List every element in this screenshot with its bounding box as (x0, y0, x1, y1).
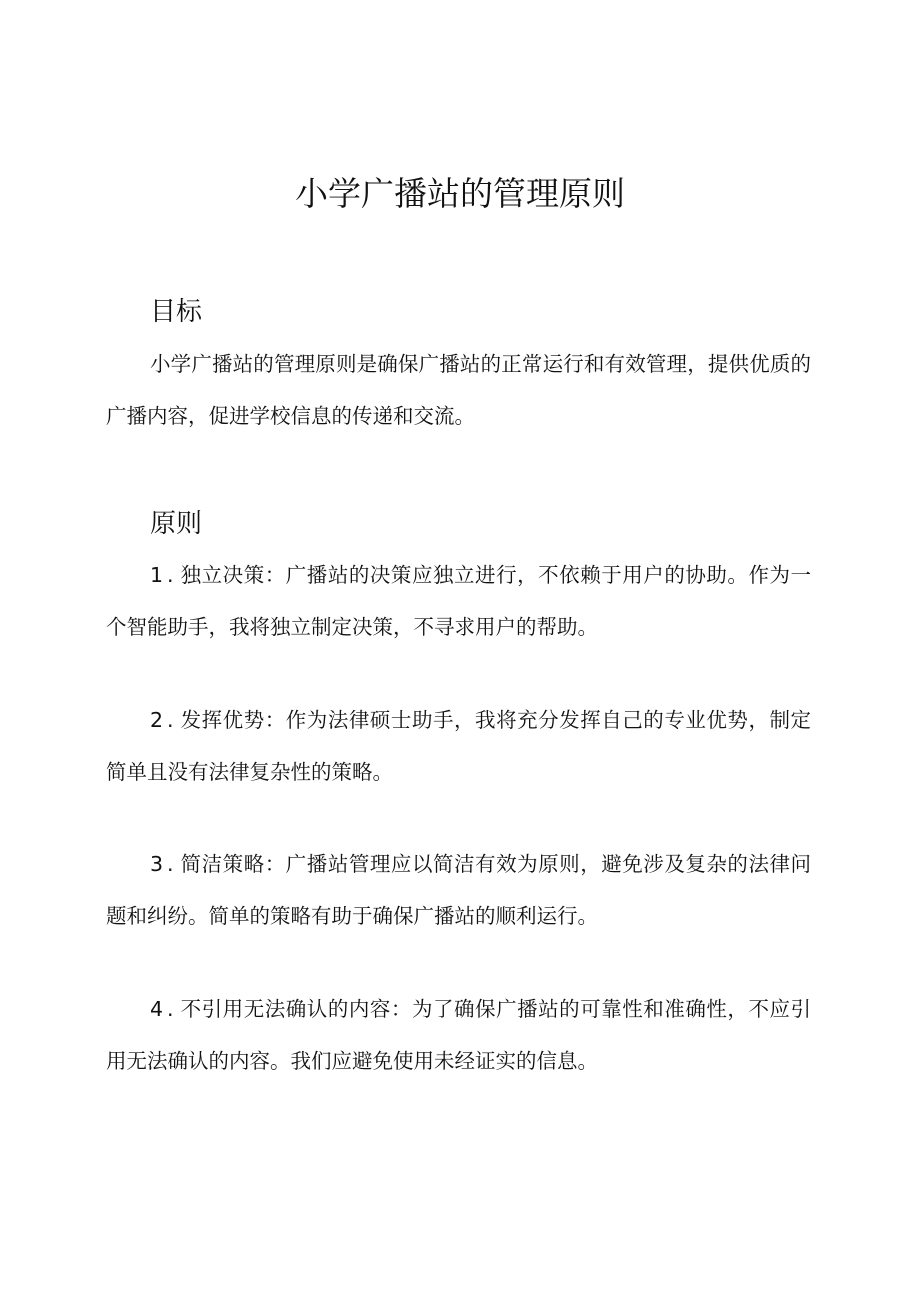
principle-item-3 (106, 838, 811, 942)
goal-heading: 目标 (150, 297, 203, 327)
principle-item-4 (106, 983, 811, 1087)
principle-number: 3 (150, 852, 164, 876)
principle-text: . 不引用无法确认的内容：为了确保广播站的可靠性和准确性，不应引用无法确认的内容。我们应避免使用未经证实的信息。 (106, 997, 811, 1073)
principle-item-1 (106, 549, 811, 653)
document-title: 小学广播站的管理原则 (295, 174, 625, 213)
principle-text: . 发挥优势：作为法律硕士助手，我将充分发挥自己的专业优势，制定简单且没有法律复杂性的策略。 (106, 708, 811, 784)
principle-text: . 简洁策略：广播站管理应以简洁有效为原则，避免涉及复杂的法律问题和纠纷。简单的策略有助于确保广播站的顺利运行。 (106, 852, 811, 928)
principle-number: 2 (150, 708, 164, 732)
principle-item-2 (106, 694, 811, 798)
principle-number: 1 (150, 563, 164, 587)
principle-number: 4 (150, 997, 164, 1021)
goal-paragraph: 小学广播站的管理原则是确保广播站的正常运行和有效管理，提供优质的广播内容，促进学校信息的传递和交流。 (106, 352, 811, 428)
principle-text: . 独立决策：广播站的决策应独立进行，不依赖于用户的协助。作为一个智能助手，我将独立制定决策，不寻求用户的帮助。 (106, 563, 811, 639)
principles-heading: 原则 (150, 509, 203, 539)
